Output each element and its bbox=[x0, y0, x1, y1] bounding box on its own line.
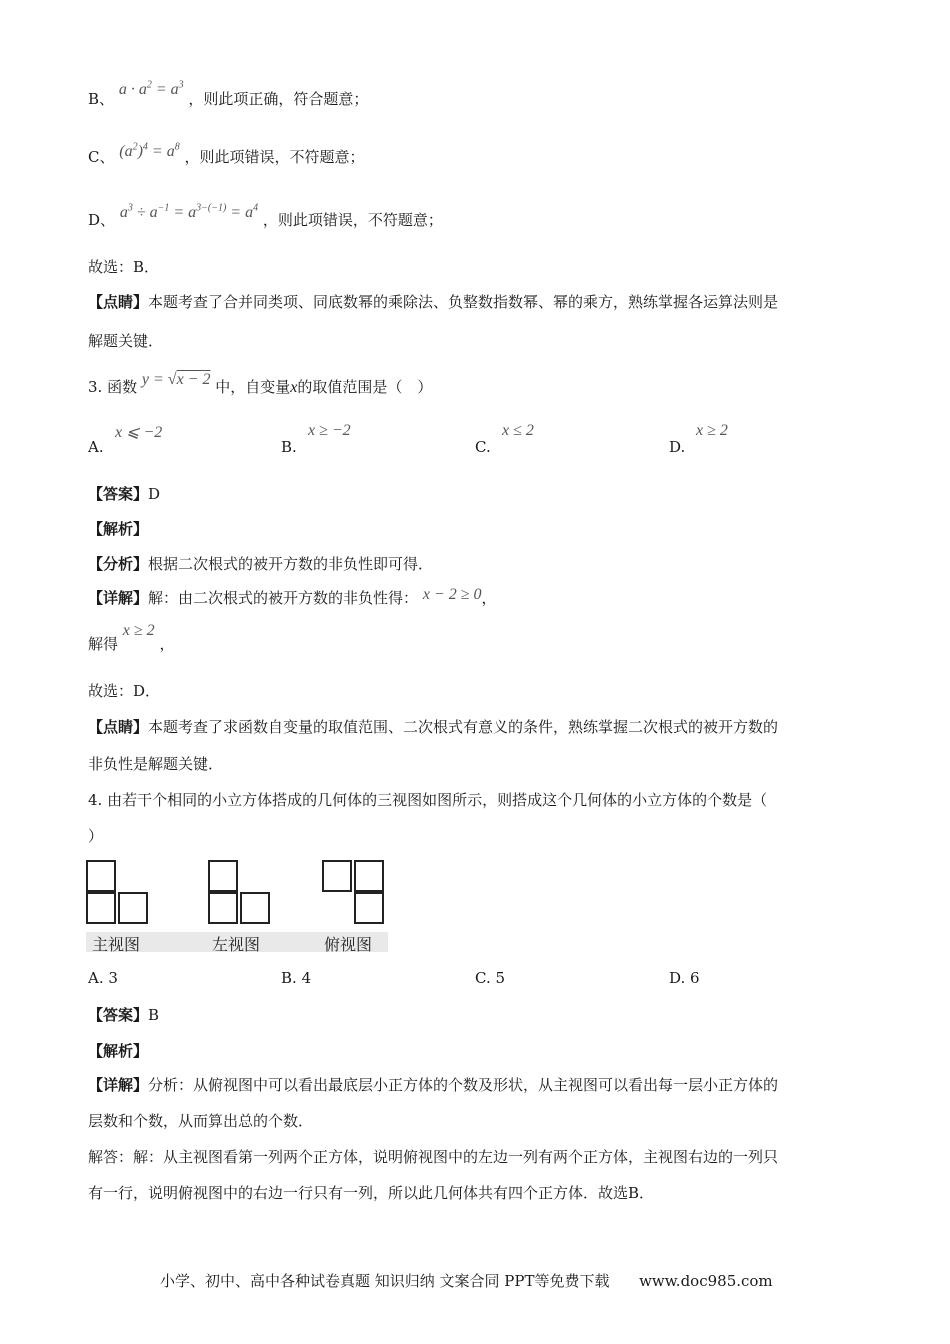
q4-option-b: B. 4 bbox=[281, 969, 312, 987]
q3-analysis-tag: 【解析】 bbox=[88, 520, 149, 538]
q3-function-formula: y = √x − 2 bbox=[141, 371, 211, 388]
q4-detail-line2: 层数和个数，从而算出总的个数． bbox=[88, 1112, 314, 1130]
q2-option-d: D、 $a^3 \div a^{-1} = a^{3-(-1)} = a^4$ ，则此项错误，不符题意； bbox=[88, 202, 443, 229]
q3-option-b-math: x ≥ −2 bbox=[308, 422, 351, 439]
q2-comment-line1: 【点睛】本题考查了合并同类项、同底数幂的乘除法、负整数指数幂、幂的乘方，熟练掌握各运算法则是 bbox=[88, 293, 779, 311]
q3-option-c-math: x ≤ 2 bbox=[502, 422, 534, 439]
footer-url[interactable]: www.doc985.com bbox=[639, 1272, 773, 1290]
q4-stem-line2: ） bbox=[88, 827, 104, 845]
q3-detail: 【详解】解：由二次根式的被开方数的非负性得： x − 2 ≥ 0， bbox=[88, 586, 497, 607]
q2-option-c-formula: $(a^2)^4 = a^8$ bbox=[119, 141, 180, 160]
q3-choose: 故选：D． bbox=[88, 682, 161, 700]
q3-comment-line2: 非负性是解题关键． bbox=[88, 755, 224, 773]
q2-choose: 故选：B． bbox=[88, 258, 160, 276]
caption-top-view: 俯视图 bbox=[324, 935, 373, 954]
q3-fenxi: 【分析】根据二次根式的被开方数的非负性即可得． bbox=[88, 555, 434, 573]
q3-option-d-math: x ≥ 2 bbox=[696, 422, 728, 439]
q2-comment-line2: 解题关键． bbox=[88, 332, 164, 350]
q2-option-b-formula: $a \cdot a^2 = a^3$ bbox=[118, 79, 184, 98]
q4-answer: 【答案】B bbox=[88, 1006, 160, 1024]
q4-option-d: D. 6 bbox=[669, 969, 700, 987]
q4-option-a: A. 3 bbox=[88, 969, 118, 987]
q4-solution-line2: 有一行，说明俯视图中的右边一行只有一列，所以此几何体共有四个正方体．故选B． bbox=[88, 1184, 655, 1202]
q2-option-b: B、 $a \cdot a^2 = a^3$ ，则此项正确，符合题意； bbox=[88, 79, 369, 108]
q3-stem: 3. 函数 y = √x − 2 中，自变量x的取值范围是（ ） bbox=[88, 371, 433, 396]
q3-option-d-label: D. bbox=[669, 438, 686, 456]
q3-option-b-label: B. bbox=[281, 438, 297, 456]
caption-front-view: 主视图 bbox=[92, 935, 141, 954]
q3-option-c-label: C. bbox=[475, 438, 491, 456]
q4-stem-line1: 4. 由若干个相同的小立方体搭成的几何体的三视图如图所示，则搭成这个几何体的小立方体的个数是（ bbox=[88, 791, 768, 809]
q3-option-a-label: A. bbox=[88, 438, 104, 456]
q3-answer: 【答案】D bbox=[88, 485, 161, 503]
q4-solution-line1: 解答：解：从主视图看第一列两个正方体，说明俯视图中的左边一列有两个正方体，主视图右边的一列只 bbox=[88, 1148, 779, 1166]
q4-analysis-tag: 【解析】 bbox=[88, 1042, 149, 1060]
page-footer bbox=[160, 1270, 773, 1291]
footer-text: 小学、初中、高中各种试卷真题 知识归纳 文案合同 PPT等免费下载 bbox=[160, 1272, 610, 1290]
q3-comment-line1: 【点睛】本题考查了求函数自变量的取值范围、二次根式有意义的条件，熟练掌握二次根式的被开方数的 bbox=[88, 718, 779, 736]
q4-detail-line1: 【详解】分析：从俯视图中可以看出最底层小正方体的个数及形状，从主视图可以看出每一层小正方体的 bbox=[88, 1076, 779, 1094]
q2-option-c: C、 $(a^2)^4 = a^8$ ，则此项错误，不符题意； bbox=[88, 141, 365, 166]
q3-option-a-math: x ⩽ −2 bbox=[115, 424, 163, 441]
q2-option-d-formula: $a^3 \div a^{-1} = a^{3-(-1)} = a^4$ bbox=[119, 202, 259, 221]
q3-solve: 解得 x ≥ 2 ， bbox=[88, 622, 175, 653]
three-view-figure bbox=[86, 860, 388, 952]
q4-option-c: C. 5 bbox=[475, 969, 506, 987]
caption-left-view: 左视图 bbox=[212, 935, 261, 954]
